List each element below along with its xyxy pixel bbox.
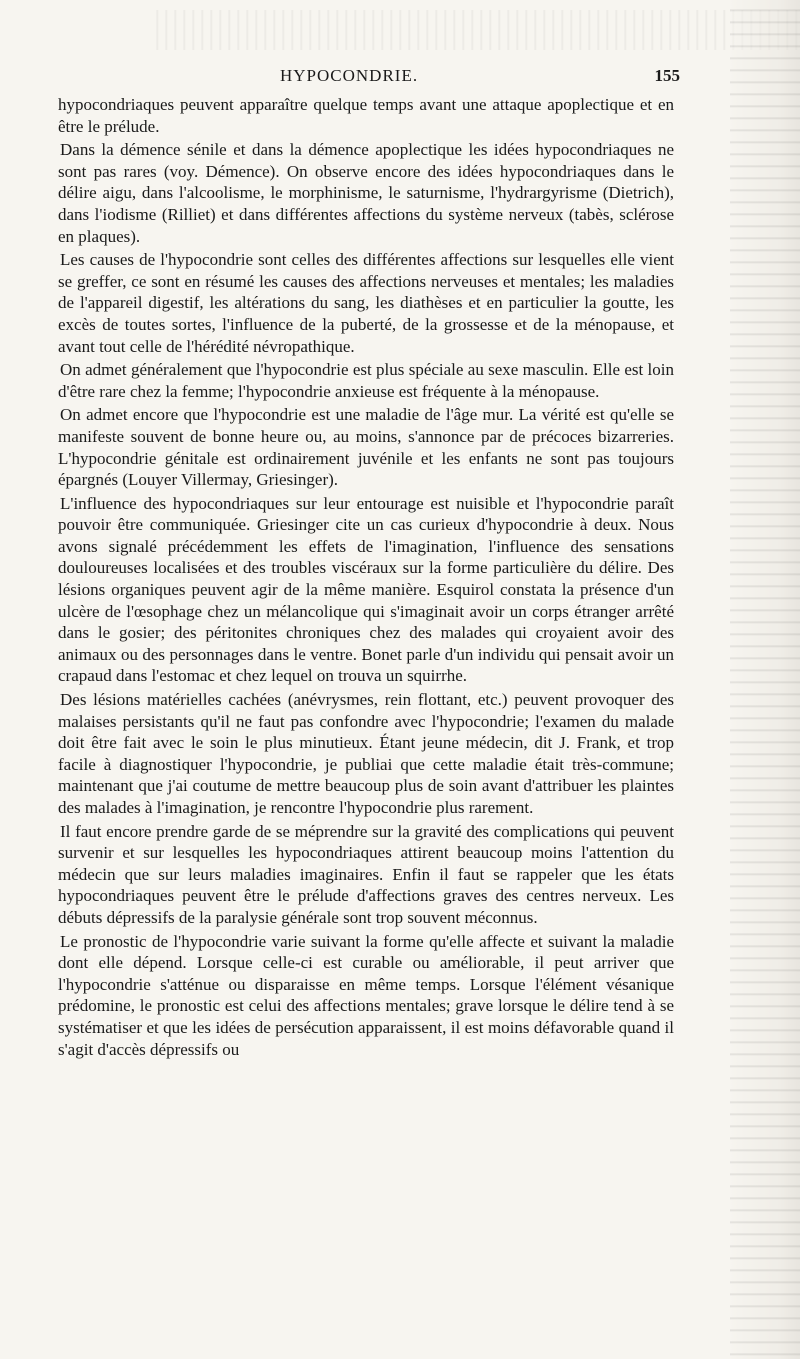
paragraph: On admet généralement que l'hypocondrie est plus spéciale au sexe masculin. Elle est loin d'être rare chez la femme; l'hypocondrie anxieuse est fréquente à la ménopause. (58, 360, 674, 401)
scan-noise-top (150, 10, 800, 50)
scan-noise-right-edge (730, 0, 800, 1359)
body-text (58, 94, 674, 1060)
paragraph: L'influence des hypocondriaques sur leur entourage est nuisible et l'hypocondrie paraît pouvoir être communiquée. Griesinger cite un cas curieux d'hypocondrie à deux. Nous avons signalé précédemment les effets de l'imagination, l'influence des sensations douloureuses localisées et des troubles viscéraux sur la forme particulière du délire. Des lésions organiques peuvent agir de la même manière. Esquirol constata la présence d'un ulcère de l'œsophage chez un mélancolique qui s'imaginait avoir un corps étranger arrêté dans le gosier; des péritonites chroniques chez des malades qui croyaient avoir des animaux ou des personnages dans le ventre. Bonet parle d'un individu qui pensait avoir un crapaud dans l'estomac et chez lequel on trouva un squirrhe. (58, 493, 674, 686)
paragraph: Dans la démence sénile et dans la démence apoplectique les idées hypocondriaques ne sont pas rares (voy. Démence). On observe encore des idées hypocondriaques dans le délire aigu, dans l'alcoolisme, le morphinisme, le saturnisme, l'hydrargyrisme (Dietrich), dans l'iodisme (Rilliet) et dans différentes affections du système nerveux (tabès, sclérose en plaques). (58, 140, 674, 246)
paragraph: Il faut encore prendre garde de se méprendre sur la gravité des complications qui peuvent survenir et sur lesquelles les hypocondriaques attirent beaucoup moins l'attention du médecin que sur leurs maladies imaginaires. Enfin il faut se rappeler que les états hypocondriaques peuvent être le prélude d'affections graves des centres nerveux. Les débuts dépressifs de la paralysie générale sont trop souvent méconnus. (58, 821, 674, 927)
paragraph: Des lésions matérielles cachées (anévrysmes, rein flottant, etc.) peuvent provoquer des malaises persistants qu'il ne faut pas confondre avec l'hypocondrie; l'examen du malade doit être fait avec le soin le plus minutieux. Étant jeune médecin, dit J. Frank, et trop facile à diagnostiquer l'hypocondrie, je publiai que cette maladie était très-commune; maintenant que j'ai coutume de mettre beaucoup plus de soin avant d'attribuer les plaintes des malades à l'imagination, je rencontre l'hypocondrie plus rarement. (58, 690, 674, 817)
paragraph: Les causes de l'hypocondrie sont celles des différentes affections sur lesquelles elle vient se greffer, ce sont en résumé les causes des affections nerveuses et mentales; les maladies de l'appareil digestif, les altérations du sang, les diathèses et en particulier la goutte, les excès de toutes sortes, l'influence de la puberté, de la grossesse et de la ménopause, et avant tout celle de l'hérédité névropathique. (58, 250, 674, 356)
paragraph: On admet encore que l'hypocondrie est une maladie de l'âge mur. La vérité est qu'elle se manifeste souvent de bonne heure ou, au moins, s'annonce par de précoces bizarreries. L'hypocondrie génitale est ordinairement juvénile et les enfants ne sont pas toujours épargnés (Louyer Villermay, Griesinger). (58, 405, 674, 490)
running-title: HYPOCONDRIE. (280, 66, 419, 85)
paragraph: Le pronostic de l'hypocondrie varie suivant la forme qu'elle affecte et suivant la maladie dont elle dépend. Lorsque celle-ci est curable ou améliorable, il peut arriver que l'hypocondrie s'atténue ou disparaisse en même temps. Lorsque l'élément vésanique prédomine, le pronostic est celui des affections mentales; grave lorsque le délire tend à se systématiser et que les idées de persécution apparaissent, il est moins défavorable quand il s'agit d'accès dépressifs ou (58, 931, 674, 1059)
paragraph: hypocondriaques peuvent apparaître quelque temps avant une attaque apoplectique et en être le prélude. (58, 95, 674, 136)
page-header (60, 66, 680, 90)
page-number: 155 (654, 66, 680, 85)
